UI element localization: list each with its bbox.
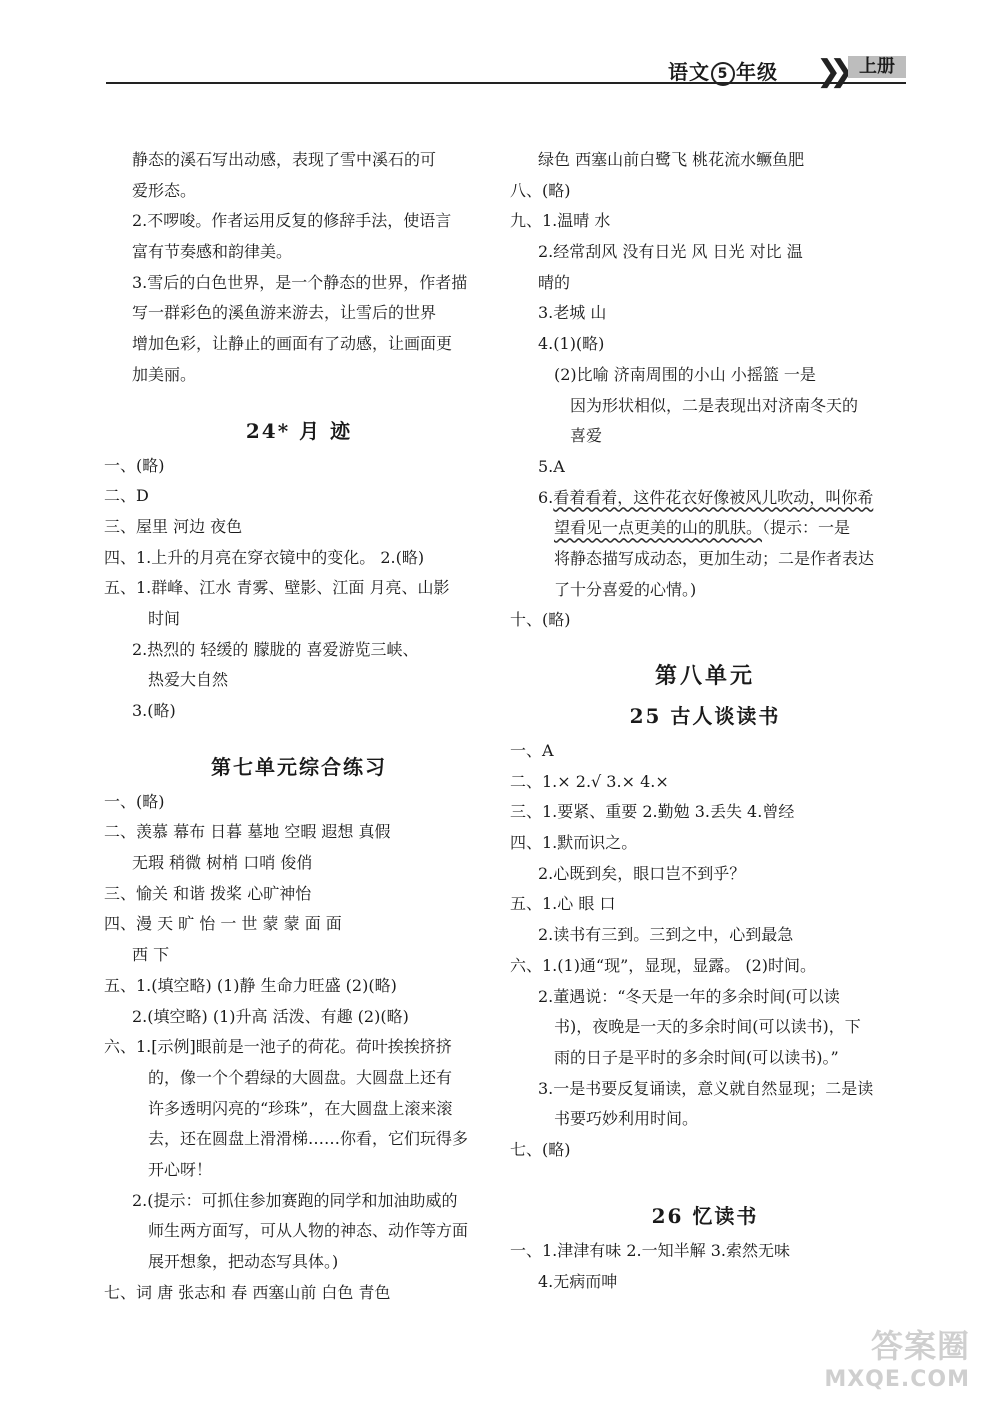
answer-line [510,483,900,514]
answer-line: 的，像一个个碧绿的大圆盘。大圆盘上还有 [148,1067,453,1087]
header-rule [106,82,906,84]
grade-suffix: 年级 [736,60,778,84]
answer-line: 一、A [510,741,554,760]
answer-line: 十、(略) [510,610,571,630]
spacer [104,391,494,411]
answer-line: 3.一是书要反复诵读，意义就自然显现；二是读 [538,1078,874,1098]
lesson-title: 24* 月 迹 [245,418,353,443]
answer-line: 一、(略) [104,455,165,475]
answer-line: 2.读书有三到。三到之中，心到最急 [538,925,794,945]
answer-line: 三、屋里 河边 夜色 [104,516,243,536]
subject-label: 语文 [668,60,710,84]
answer-prefix: 6. [538,487,554,507]
answer-line: 将静态描写成动态，更加生动；二是作者表达 [554,548,875,568]
lesson-title: 26 忆读书 [651,1204,759,1229]
watermark [824,1329,970,1397]
answer-line: 四、漫 天 旷 怡 一 世 蒙 蒙 面 面 [104,914,342,934]
right-column [510,145,900,1298]
answer-line: 静态的溪石写出动感，表现了雪中溪石的可 [132,150,437,169]
spacer [510,636,900,656]
lesson-title: 第七单元综合练习 [211,754,387,779]
answer-line: 2.热烈的 轻缓的 朦胧的 喜爱游览三峡、 [132,639,419,659]
answer-line: 3.雪后的白色世界，是一个静态的世界，作者描 [132,272,468,292]
answer-line: 一、(略) [104,791,165,811]
answer-line: 时间 [148,608,181,628]
answer-line: 增加色彩，让静止的画面有了动感，让画面更 [132,334,453,354]
answer-line: 七、(略) [510,1139,571,1159]
answer-line: 喜爱 [570,426,603,446]
answer-line: 热爱大自然 [148,670,229,690]
watermark-url: MXQE.COM [824,1367,970,1392]
answer-line: 二、D [104,486,149,506]
answer-line: 三、1.要紧、重要 2.勤勉 3.丢失 4.曾经 [510,802,795,822]
answer-line: 因为形状相似，二是表现出对济南冬天的 [570,395,859,415]
answer-line: 开心呀！ [148,1159,213,1179]
answer-line: 展开想象，把动态写具体。) [148,1252,339,1271]
watermark-text: 答案圈 [870,1327,970,1365]
answer-line: 5.A [538,456,565,476]
answer-line: 书要巧妙利用时间。 [554,1109,699,1129]
answer-line: (2)比喻 济南周围的小山 小摇篮 一是 [554,364,816,384]
left-column [104,145,494,1308]
answer-line: 六、1.[示例]眼前是一池子的荷花。荷叶挨挨挤挤 [104,1037,452,1057]
wavy-underlined-text: 看着看着，这件花衣好像被风儿吹动，叫你希 [553,487,874,507]
unit-heading: 第八单元 [654,663,755,689]
answer-line: 爱形态。 [132,180,197,200]
answer-line: 九、1.温晴 水 [510,211,611,231]
answer-line: 无瑕 稍微 树梢 口哨 俊俏 [132,853,313,873]
answer-line: 二、羡慕 幕布 日暮 墓地 空暇 遐想 真假 [104,822,391,842]
answer-note: （提示：一是 [762,518,851,538]
volume-label: 上册 [848,56,906,78]
answer-line: 2.(填空略) (1)升高 活泼、有趣 (2)(略) [132,1006,409,1026]
answer-line: 四、1.上升的月亮在穿衣镜中的变化。 2.(略) [104,547,425,567]
lesson-title: 25 古人谈读书 [629,704,781,728]
answer-line: 书)，夜晚是一天的多余时间(可以读书)，下 [554,1017,861,1037]
answer-line: 晴的 [538,272,571,292]
answer-line: 了十分喜爱的心情。) [554,579,697,599]
answer-line: 八、(略) [510,180,571,200]
answer-line: 3.老城 山 [538,303,607,323]
answer-line: 2.(提示：可抓住参加赛跑的同学和加油助威的 [132,1190,458,1210]
answer-line: 绿色 西塞山前白鹭飞 桃花流水鳜鱼肥 [538,150,805,169]
answer-line: 2.董遇说：“冬天是一年的多余时间(可以读 [538,986,840,1006]
double-chevron-right-icon: ❯❯ [816,54,843,89]
answer-line: 五、1.心 眼 口 [510,894,616,914]
answer-line: 加美丽。 [132,364,197,384]
answer-line: 4.无病而呻 [538,1272,618,1291]
answer-line [510,513,900,544]
spacer [510,1166,900,1197]
answer-line: 七、词 唐 张志和 春 西塞山前 白色 青色 [104,1282,391,1302]
answer-line: 2.经常刮风 没有日光 风 日光 对比 温 [538,242,803,262]
answer-line: 富有节奏感和韵律美。 [132,242,293,262]
answer-line: 五、1.群峰、江水 青雾、壁影、江面 月亮、山影 [104,578,450,598]
answer-line: 西 下 [132,945,170,965]
grade-number-badge: 5 [711,62,735,86]
answer-line: 雨的日子是平时的多余时间(可以读书)。” [554,1047,839,1067]
page-header [106,54,906,89]
answer-line: 许多透明闪亮的“珍珠”，在大圆盘上滚来滚 [148,1098,453,1118]
answer-line: 师生两方面写，可从人物的神态、动作等方面 [148,1221,469,1241]
answer-line: 2.心既到矣，眼口岂不到乎？ [538,863,746,883]
answer-line: 2.不啰唆。作者运用反复的修辞手法，使语言 [132,211,452,231]
answer-line: 六、1.(1)通“现”，显现，显露。 (2)时间。 [510,955,817,975]
answer-line: 写一群彩色的溪鱼游来游去，让雪后的世界 [132,303,437,323]
answer-line: 4.(1)(略) [538,334,605,354]
answer-line: 五、1.(填空略) (1)静 生命力旺盛 (2)(略) [104,975,397,995]
answer-line: 二、1.× 2.√ 3.× 4.× [510,771,669,791]
answer-line: 去，还在圆盘上滑滑梯……你看，它们玩得多 [148,1129,469,1149]
wavy-underlined-text: 望看见一点更美的山的肌肤。 [554,518,763,538]
answer-line: 三、愉关 和谐 拨桨 心旷神怡 [104,883,312,903]
answer-line: 3.(略) [132,701,176,720]
answer-line: 一、1.津津有味 2.一知半解 3.索然无味 [510,1241,790,1261]
spacer [104,727,494,747]
answer-line: 四、1.默而识之。 [510,833,638,853]
